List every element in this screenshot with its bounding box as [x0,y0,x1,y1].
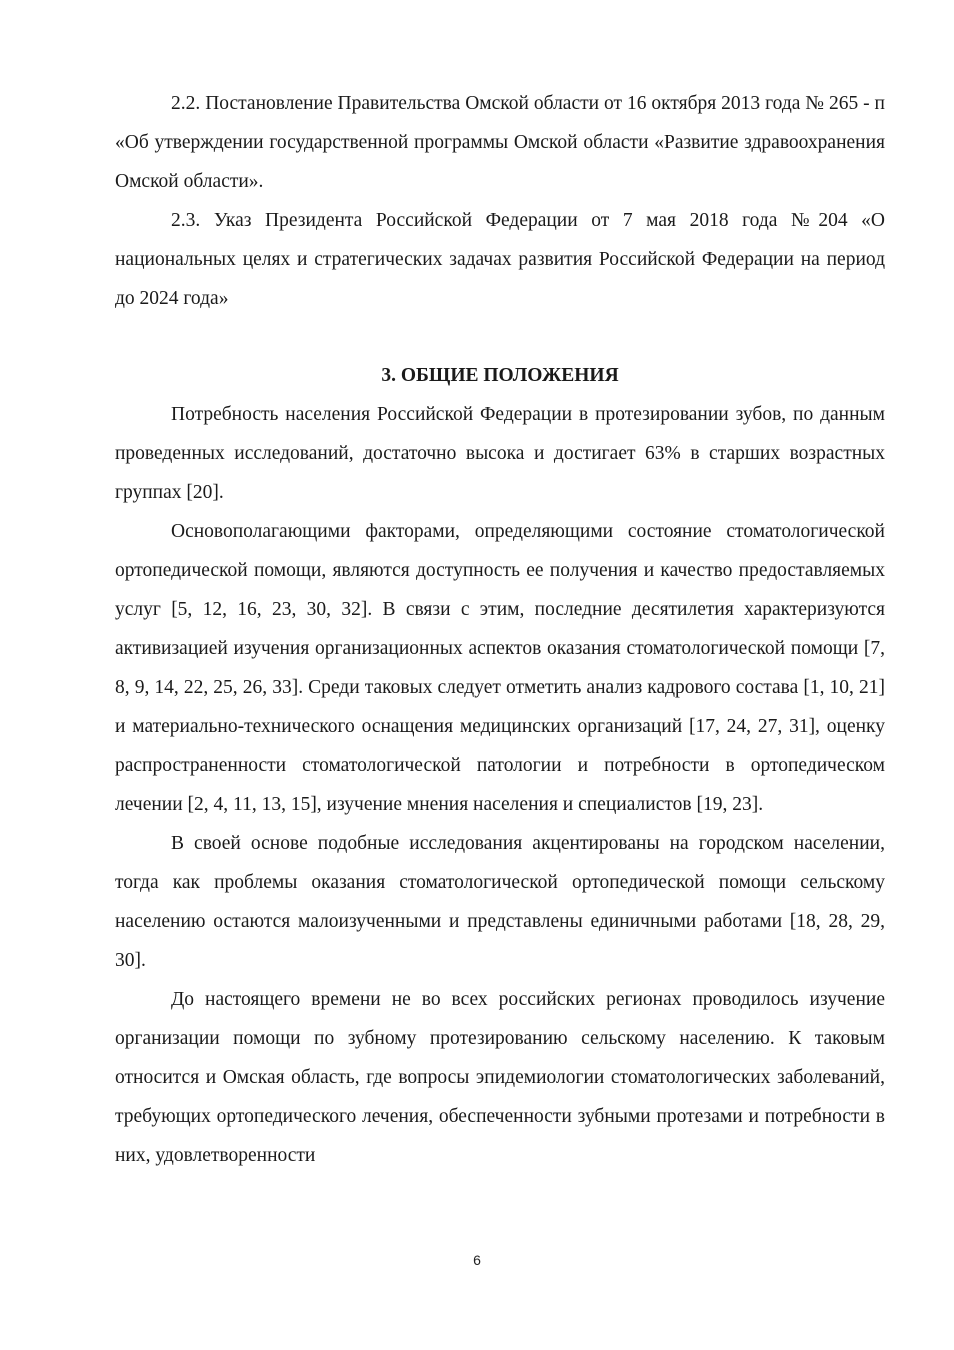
section-heading: 3. ОБЩИЕ ПОЛОЖЕНИЯ [381,365,619,386]
paragraph-need: Потребность населения Российской Федерации в протезировании зубов, по данным проведенных исследований, достаточно высока и достигает 63% в старших возрастных группах [20]. [115,404,885,503]
paragraph-2-3: 2.3. Указ Президента Российской Федерации от 7 мая 2018 года №204 «О национальных целях и стратегических задачах развития Российской Федерации на период до 2024 года» [115,210,885,309]
paragraph-2-2: 2.2. Постановление Правительства Омской области от 16 октября 2013 года № 265 - п «Об утверждении государственной программы Омской области «Развитие здравоохранения Омской области». [115,93,885,192]
paragraph-urban-focus: В своей основе подобные исследования акцентированы на городском населении, тогда как проблемы оказания стоматологической ортопедической помощи сельскому населению остаются малоизученными и представлены единичными работами [18, 28, 29, 30]. [115,833,885,971]
section-spacer [115,318,885,356]
page-number: 6 [473,1252,481,1268]
document-body [115,84,885,1175]
paragraph-omsk-region: До настоящего времени не во всех российских регионах проводилось изучение организации помощи по зубному протезированию сельскому населению. К таковым относится и Омская область, где вопросы эпидемиологии стоматологических заболеваний, требующих ортопедического лечения, обеспеченности зубными протезами и потребности в них, удовлетворенности [115,989,885,1166]
paragraph-factors: Основополагающими факторами, определяющими состояние стоматологической ортопедической помощи, являются доступность ее получения и качество предоставляемых услуг [5, 12, 16, 23, 30, 32]. В связи с этим, последние десятилетия характеризуются активизацией изучения организационных аспектов оказания стоматологической помощи [7, 8, 9, 14, 22, 25, 26, 33]. Среди таковых следует отметить анализ кадрового состава [1, 10, 21] и материально-технического оснащения медицинских организаций [17, 24, 27, 31], оценку распространенности стоматологической патологии и потребности в ортопедическом лечении [2, 4, 11, 13, 15], изучение мнения населения и специалистов [19, 23]. [115,521,885,815]
